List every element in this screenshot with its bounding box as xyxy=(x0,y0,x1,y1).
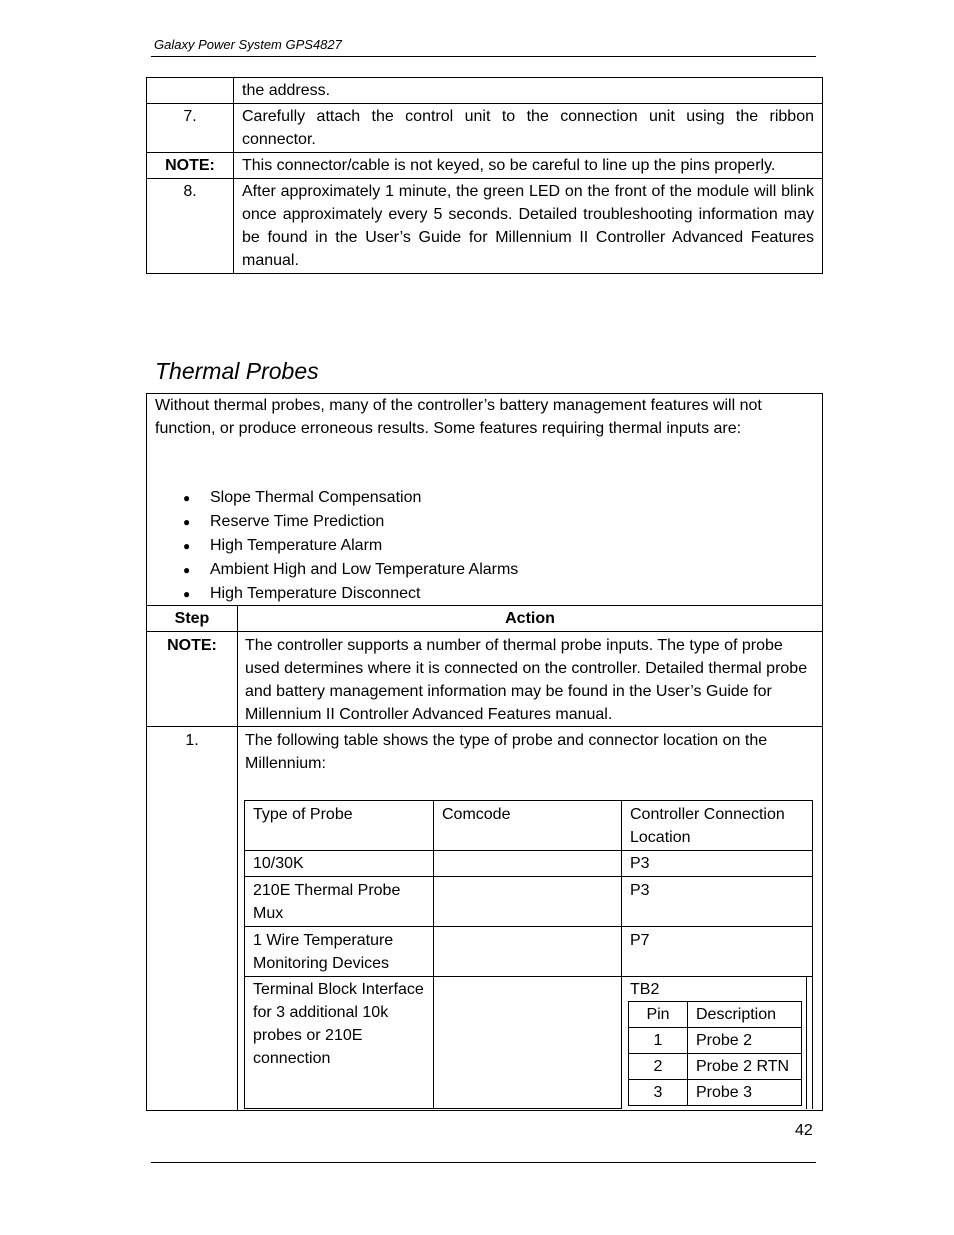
table-row xyxy=(147,104,823,153)
note-label-cell: NOTE: xyxy=(147,153,234,179)
table-row xyxy=(629,1002,802,1028)
probe-table xyxy=(244,800,814,1110)
intro-paragraph: Without thermal probes, many of the controller’s battery management features will not function, or produce erroneous results. Some features requiring thermal inputs are: xyxy=(155,397,762,437)
action-cell: the address. xyxy=(234,78,823,104)
step-text: The following table shows the type of probe and connector location on the Millennium: xyxy=(245,732,768,772)
document-header-title: Galaxy Power System GPS4827 xyxy=(154,37,342,52)
column-header-comcode: Comcode xyxy=(442,806,511,823)
probe-type: 210E Thermal Probe Mux xyxy=(253,882,401,922)
footer-rule xyxy=(151,1162,816,1163)
column-header-action: Action xyxy=(505,610,555,627)
divider xyxy=(147,631,822,632)
column-header-pin: Pin xyxy=(629,1002,688,1028)
probe-type: Terminal Block Interface for 3 additional 10k probes or 210E connection xyxy=(253,981,424,1067)
pin-description: Probe 2 xyxy=(688,1028,802,1054)
divider xyxy=(147,726,822,727)
column-header-step: Step xyxy=(174,610,210,627)
table-row xyxy=(147,153,823,179)
probe-type: 1 Wire Temperature Monitoring Devices xyxy=(253,932,394,972)
feature-list xyxy=(147,486,518,606)
probe-type: 10/30K xyxy=(253,855,304,872)
bullet-icon: ● xyxy=(183,563,191,577)
table-row xyxy=(629,1054,802,1080)
note-text: The controller supports a number of thermal probe inputs. The type of probe used determines where it is connected on the controller. Detailed thermal probe and battery management information may be found in the User’s Guide for Millennium II Controller Advanced Features manual. xyxy=(245,637,808,723)
page-number: 42 xyxy=(795,1122,813,1139)
header-rule xyxy=(151,56,816,57)
step-cell: 8. xyxy=(147,179,234,274)
step-cell xyxy=(147,78,234,104)
bullet-icon: ● xyxy=(183,539,191,553)
pin-number: 1 xyxy=(629,1028,688,1054)
column-divider xyxy=(237,605,238,1110)
list-item: ● High Temperature Disconnect xyxy=(147,582,518,606)
column-header-description: Description xyxy=(688,1002,802,1028)
pin-number: 3 xyxy=(629,1080,688,1106)
table-row xyxy=(629,1080,802,1106)
probe-location: P3 xyxy=(630,855,650,872)
note-label: NOTE: xyxy=(167,637,217,654)
table-row xyxy=(147,78,823,104)
column-header-location: Controller Connection Location xyxy=(630,806,785,846)
probe-location: P7 xyxy=(630,932,650,949)
list-item: ● Reserve Time Prediction xyxy=(147,510,518,534)
bullet-icon: ● xyxy=(183,587,191,601)
step-number: 1. xyxy=(185,732,199,749)
list-item: ● Slope Thermal Compensation xyxy=(147,486,518,510)
section-title: Thermal Probes xyxy=(155,358,319,384)
bullet-icon: ● xyxy=(183,515,191,529)
probe-location: TB2 xyxy=(630,981,660,998)
column-header-type: Type of Probe xyxy=(253,806,353,823)
table-row xyxy=(629,1028,802,1054)
list-item: ● High Temperature Alarm xyxy=(147,534,518,558)
note-text-cell: This connector/cable is not keyed, so be careful to line up the pins properly. xyxy=(234,153,823,179)
action-cell: Carefully attach the control unit to the connection unit using the ribbon connector. xyxy=(234,104,823,153)
pin-description: Probe 3 xyxy=(688,1080,802,1106)
probe-location: P3 xyxy=(630,882,650,899)
bullet-icon: ● xyxy=(183,491,191,505)
action-cell: After approximately 1 minute, the green LED on the front of the module will blink once approximately every 5 seconds. Detailed troubleshooting information may be found in the User’s Guide for Millennium II Controller Advanced Features manual. xyxy=(234,179,823,274)
pin-description: Probe 2 RTN xyxy=(688,1054,802,1080)
table-row xyxy=(147,179,823,274)
step-cell: 7. xyxy=(147,104,234,153)
list-item: ● Ambient High and Low Temperature Alarms xyxy=(147,558,518,582)
pin-number: 2 xyxy=(629,1054,688,1080)
procedure-table xyxy=(146,77,823,274)
tb2-pin-table xyxy=(628,1001,802,1106)
divider xyxy=(147,605,822,606)
